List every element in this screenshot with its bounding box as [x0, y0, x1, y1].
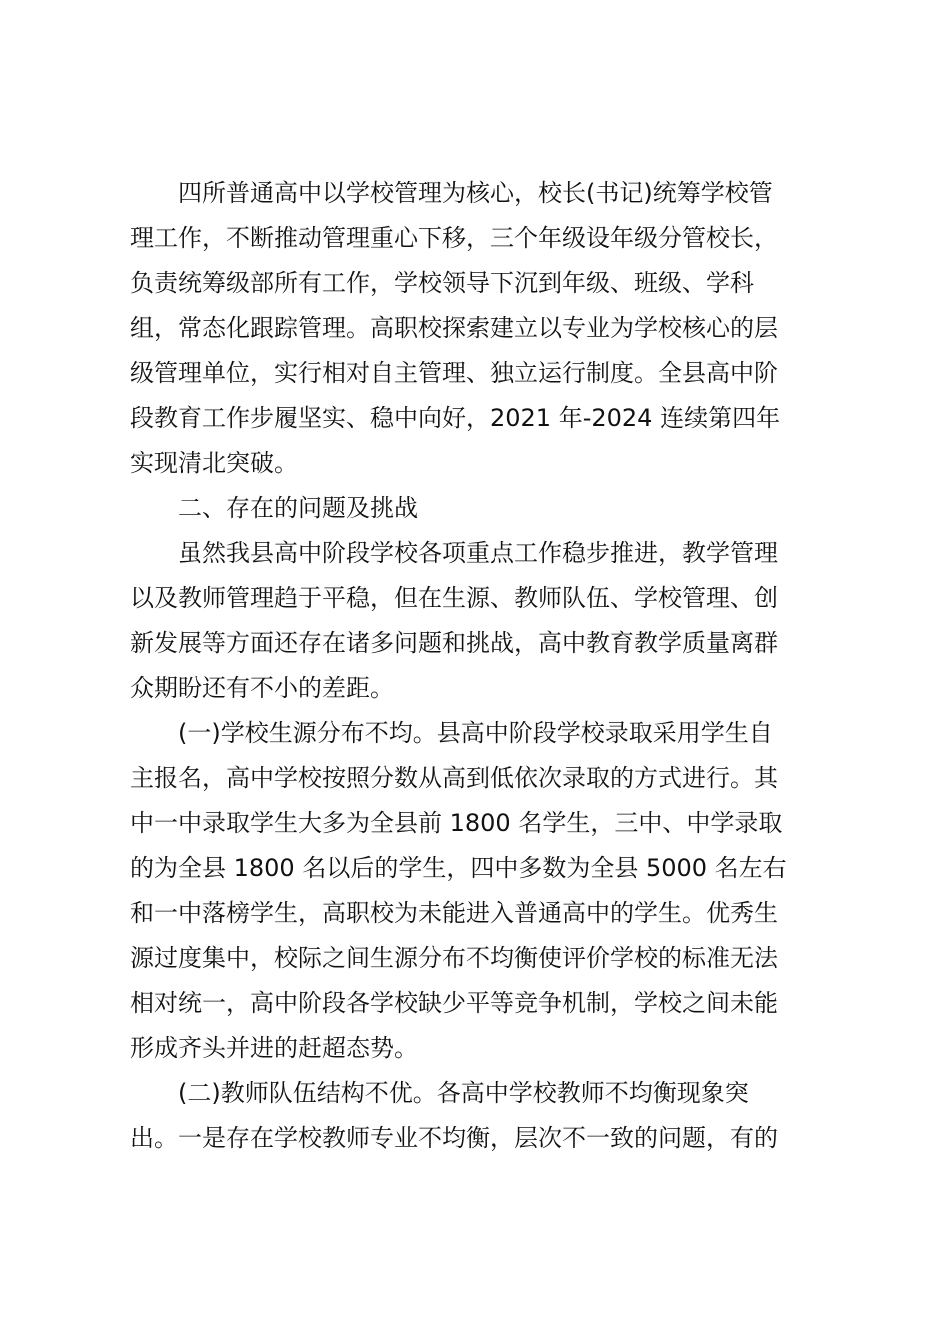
paragraph-line: 众期盼还有不小的差距。 — [130, 674, 394, 702]
paragraph-line: (一)学校生源分布不均。县高中阶段学校录取采用学生自 — [178, 719, 773, 747]
paragraph-line: 级管理单位，实行相对自主管理、独立运行制度。全县高中阶 — [130, 359, 778, 387]
paragraph-line: 组，常态化跟踪管理。高职校探索建立以专业为学校核心的层 — [130, 314, 778, 342]
paragraph-line: (二)教师队伍结构不优。各高中学校教师不均衡现象突 — [178, 1079, 749, 1107]
paragraph-line: 出。一是存在学校教师专业不均衡，层次不一致的问题，有的 — [130, 1124, 778, 1152]
document-body — [130, 171, 820, 1161]
paragraph-line: 理工作，不断推动管理重心下移，三个年级设年级分管校长， — [130, 224, 778, 252]
paragraph-line: 段教育工作步履坚实、稳中向好，2021 年-2024 连续第四年 — [130, 404, 781, 432]
paragraph-line: 四所普通高中以学校管理为核心，校长(书记)统筹学校管 — [178, 179, 773, 207]
paragraph-line: 虽然我县高中阶段学校各项重点工作稳步推进，教学管理 — [178, 539, 778, 567]
paragraph-line: 实现清北突破。 — [130, 449, 298, 477]
paragraph-line: 中一中录取学生大多为全县前 1800 名学生，三中、中学录取 — [130, 809, 783, 837]
paragraph-line: 的为全县 1800 名以后的学生，四中多数为全县 5000 名左右 — [130, 854, 787, 882]
paragraph-line: 源过度集中，校际之间生源分布不均衡使评价学校的标准无法 — [130, 944, 778, 972]
paragraph-line: 以及教师管理趋于平稳，但在生源、教师队伍、学校管理、创 — [130, 584, 778, 612]
paragraph-line: 相对统一，高中阶段各学校缺少平等竞争机制，学校之间未能 — [130, 989, 778, 1017]
paragraph-line: 和一中落榜学生，高职校为未能进入普通高中的学生。优秀生 — [130, 899, 778, 927]
paragraph-line: 主报名，高中学校按照分数从高到低依次录取的方式进行。其 — [130, 764, 778, 792]
paragraph-line: 新发展等方面还存在诸多问题和挑战，高中教育教学质量离群 — [130, 629, 778, 657]
paragraph-line: 形成齐头并进的赶超态势。 — [130, 1034, 418, 1062]
section-heading: 二、存在的问题及挑战 — [178, 494, 418, 522]
paragraph-line: 负责统筹级部所有工作，学校领导下沉到年级、班级、学科 — [130, 269, 754, 297]
